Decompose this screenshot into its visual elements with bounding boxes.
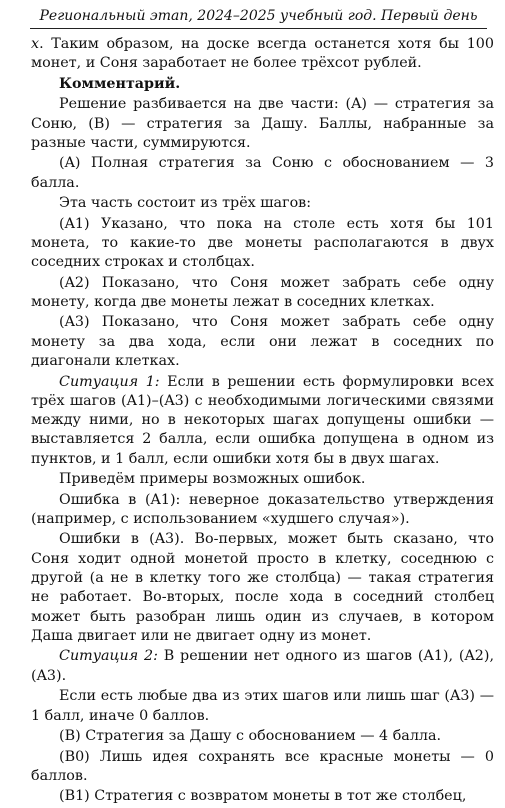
paragraph-text: В решении нет одного из шагов (A1), (A2), (A3). <box>31 648 494 684</box>
paragraph: (A2) Показано, что Соня может забрать себе одну монету, когда две монеты лежат в соседних клетках. <box>31 274 494 310</box>
paragraph: (A3) Показано, что Соня может забрать себе одну монету за два хода, если они лежат в соседних по диагонали клетках. <box>31 314 494 370</box>
paragraph <box>31 35 494 74</box>
paragraph: (B) Стратегия за Дашу с обоснованием — 4 балла. <box>59 728 442 745</box>
comment-heading: Комментарий. <box>59 75 181 92</box>
paragraph: (A1) Указано, что пока на столе есть хотя бы 101 монета, то какие-то две монеты располагаются в двух соседних строках и столбцах. <box>31 215 494 271</box>
paragraph: (B1) Стратегия с возвратом монеты в тот же столбец, <box>59 788 467 805</box>
paragraph: Приведём примеры возможных ошибок. <box>59 471 366 488</box>
paragraph-text: Если в решении есть формулировки всех трёх шагов (A1)–(A3) с необходимыми логическими связями между ними, но в некоторых шагах допущены ошибки — выставляется 2 балла, если ошибка допущена в одном из пунктов, и 1 балл, если ошибки хотя бы в двух шагах. <box>31 373 494 467</box>
paragraph: (B0) Лишь идея сохранять все красные монеты — 0 баллов. <box>31 748 494 784</box>
paragraph: Если есть любые два из этих шагов или лишь шаг (A3) — 1 балл, иначе 0 баллов. <box>31 688 494 724</box>
paragraph <box>31 647 494 686</box>
paragraph: Ошибка в (A1): неверное доказательство утверждения (например, с использованием «худшего случая»). <box>31 491 494 527</box>
body-text <box>31 35 494 808</box>
paragraph: Решение разбивается на две части: (A) — стратегия за Соню, (B) — стратегия за Дашу. Баллы, набранные за разные части, суммируются. <box>31 96 494 151</box>
running-header: Региональный этап, 2024–2025 учебный год. Первый день <box>30 4 487 29</box>
situation-label: Ситуация 1: <box>59 373 160 390</box>
paragraph: (A) Полная стратегия за Соню с обоснованием — 3 балла. <box>31 155 494 191</box>
paragraph <box>31 373 494 469</box>
situation-label: Ситуация 2: <box>59 648 158 665</box>
paragraph: Эта часть состоит из трёх шагов: <box>59 195 312 212</box>
paragraph: Ошибки в (A3). Во-первых, может быть сказано, что Соня ходит одной монетой просто в клетку, соседнюю с другой (а не в клетку того же столбца) — такая стратегия не работает. Во-вторых, после хода в соседний столбец может быть разобран лишь один из случаев, в котором Даша двигает или не двигает одну из монет. <box>31 531 494 644</box>
paragraph-text: . Таким образом, на доске всегда останется хотя бы 100 монет, и Соня заработает не более трёхсот рублей. <box>31 36 494 72</box>
math-variable: x <box>31 36 40 52</box>
